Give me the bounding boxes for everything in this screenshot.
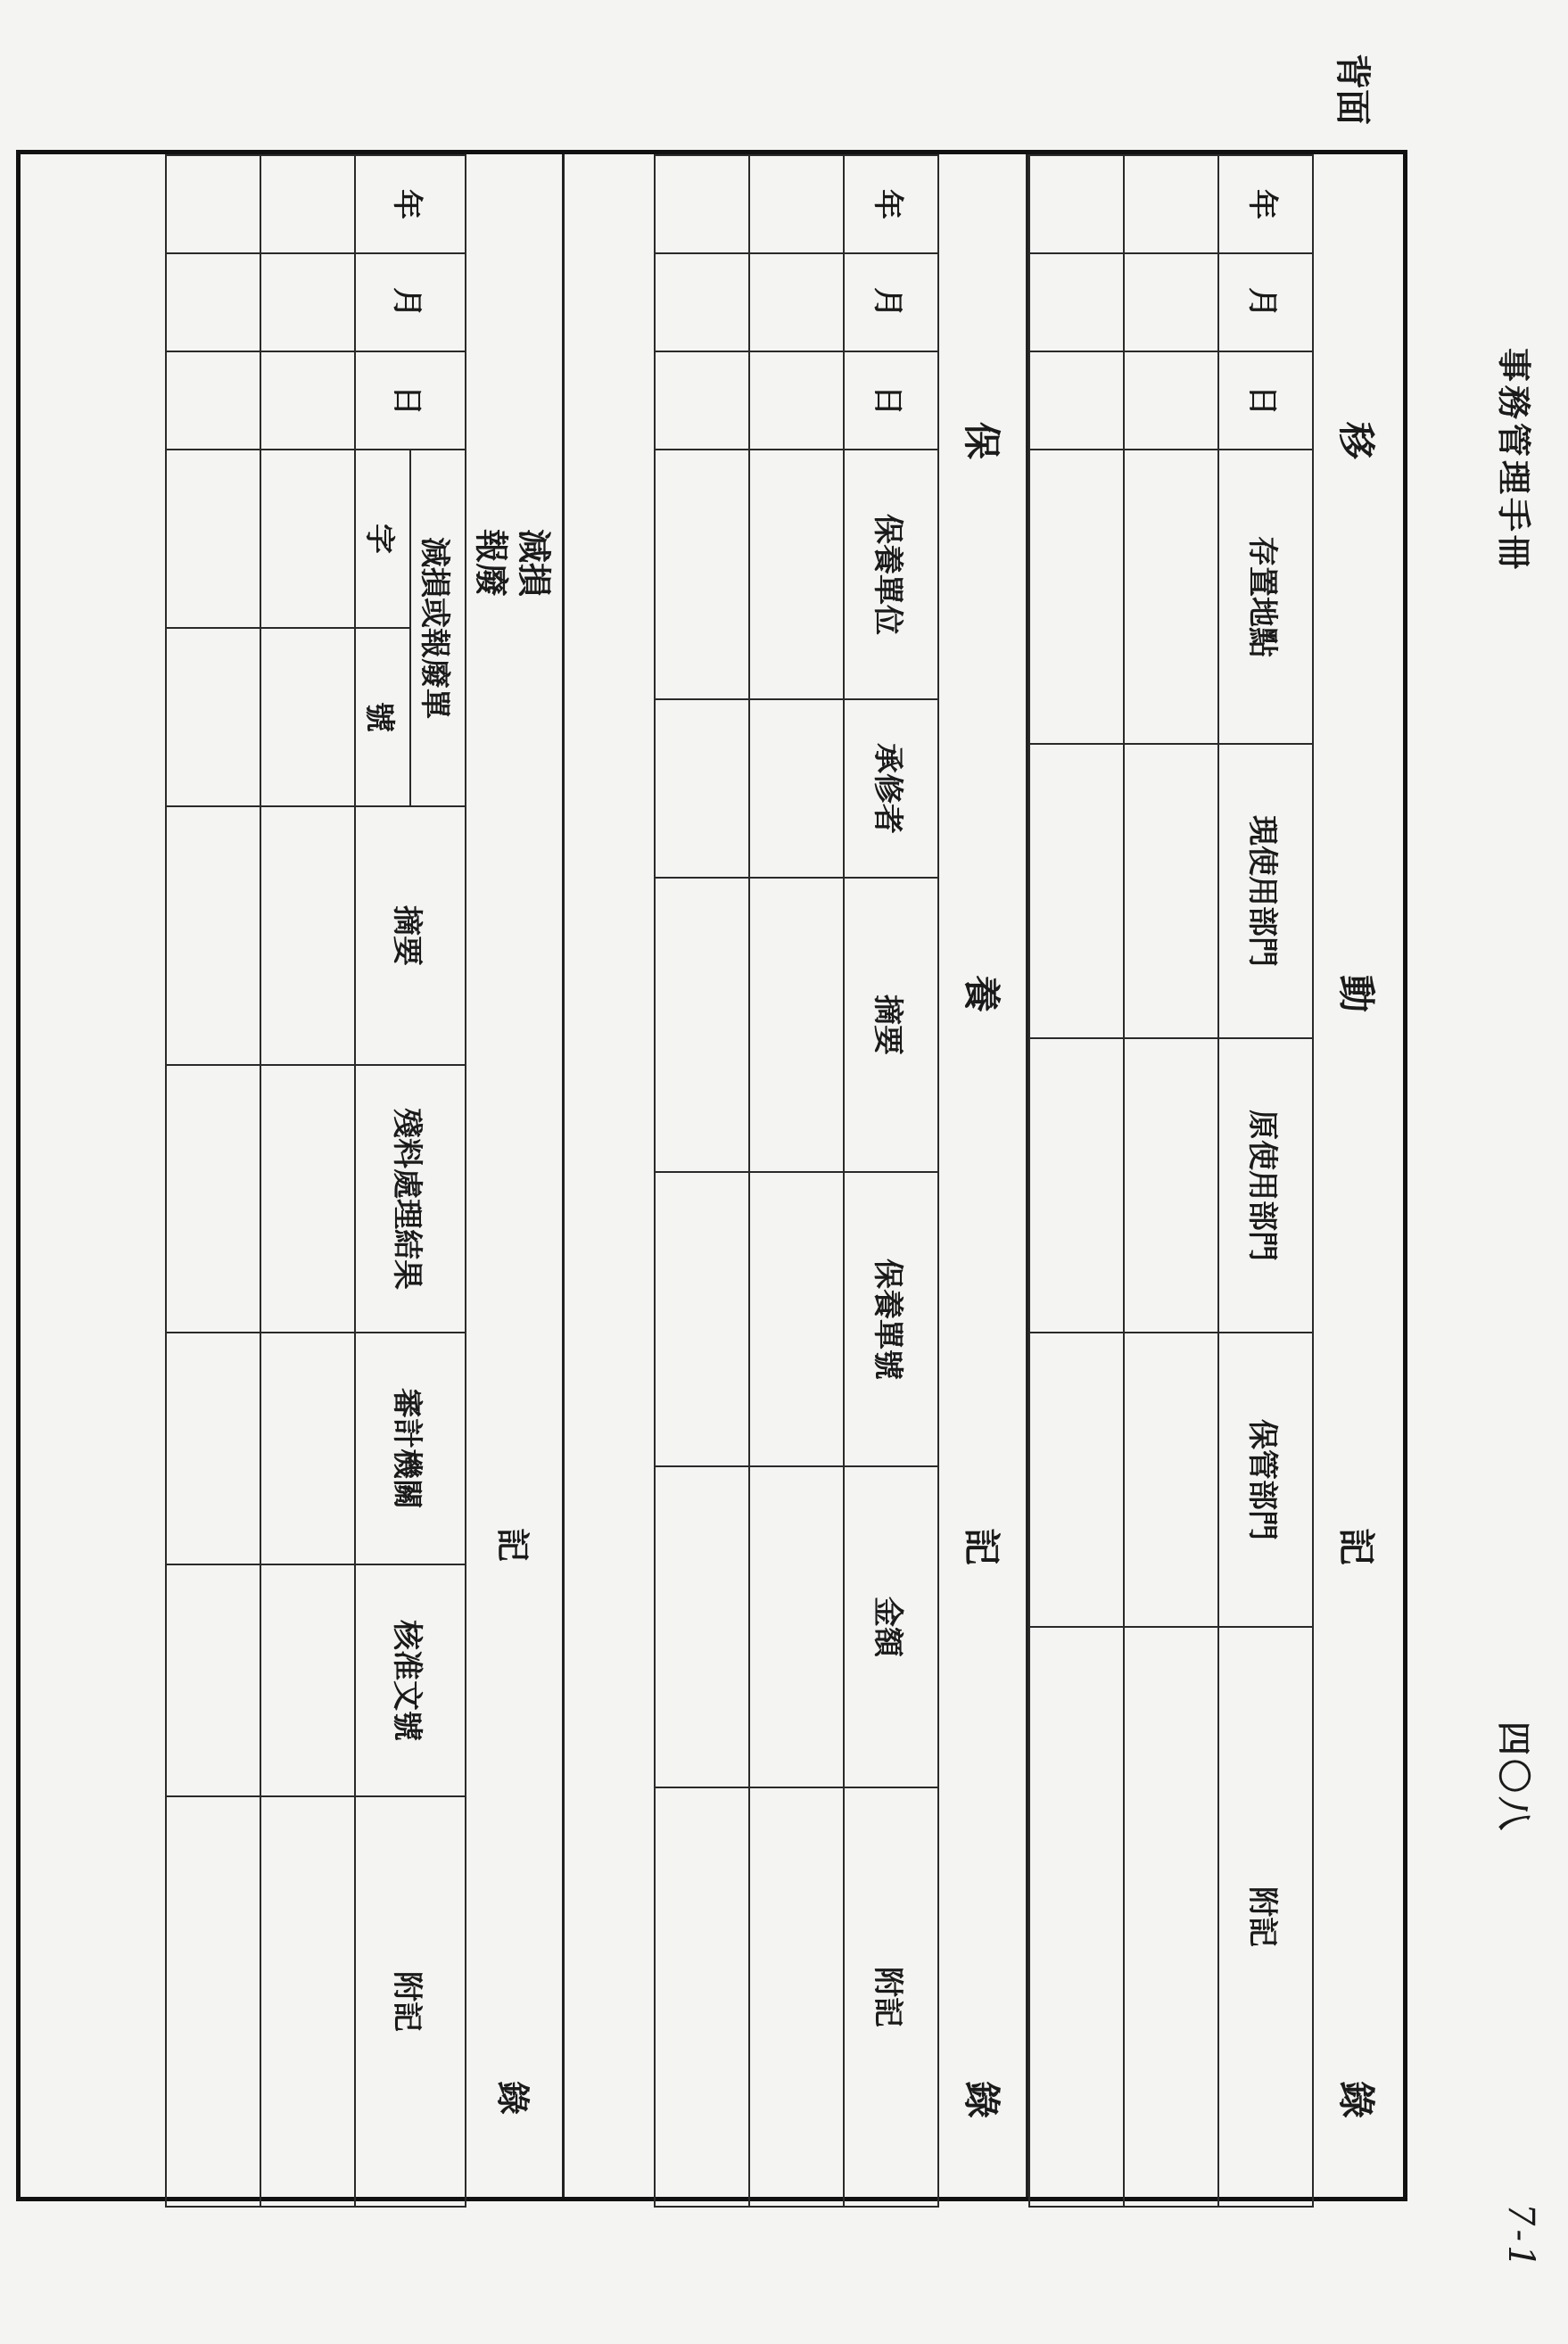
maintenance-section-title bbox=[939, 154, 1028, 2197]
transfer-title-char-2: 動 bbox=[1334, 975, 1378, 1013]
transfer-row bbox=[1029, 155, 1124, 2207]
page-number: 四〇八 bbox=[1494, 1721, 1534, 1835]
disposal-title-char-3: 錄 bbox=[492, 2081, 533, 2116]
disposal-col-approval-no: 核准文號 bbox=[355, 1564, 466, 1796]
transfer-title-char-3: 記 bbox=[1334, 1528, 1378, 1566]
transfer-title-char-1: 移 bbox=[1334, 422, 1378, 460]
running-header-title: 事務管理手冊 bbox=[1494, 348, 1534, 574]
disposal-title-bottom: 報廢 bbox=[471, 529, 512, 598]
maintenance-table bbox=[654, 154, 939, 2208]
maintenance-col-unit: 保養單位 bbox=[844, 450, 938, 699]
maintenance-col-month: 月 bbox=[844, 253, 938, 351]
transfer-col-month: 月 bbox=[1218, 253, 1313, 351]
maintenance-col-order-no: 保養單號 bbox=[844, 1172, 938, 1466]
disposal-col-month: 月 bbox=[355, 253, 466, 351]
disposal-section-title bbox=[466, 154, 565, 2197]
maintenance-col-remarks: 附記 bbox=[844, 1787, 938, 2207]
transfer-col-location: 存置地點 bbox=[1218, 450, 1313, 744]
transfer-table bbox=[1028, 154, 1314, 2208]
disposal-header-row bbox=[410, 155, 466, 2207]
transfer-title-char-4: 錄 bbox=[1334, 2081, 1378, 2119]
disposal-col-remarks: 附記 bbox=[355, 1796, 466, 2207]
disposal-row bbox=[166, 155, 260, 2207]
transfer-col-remarks: 附記 bbox=[1218, 1627, 1313, 2207]
disposal-row bbox=[260, 155, 355, 2207]
maintenance-col-day: 日 bbox=[844, 351, 938, 450]
transfer-col-original-dept: 原使用部門 bbox=[1218, 1038, 1313, 1333]
maintenance-title-char-1: 保 bbox=[960, 422, 1003, 460]
transfer-header-row bbox=[1218, 155, 1313, 2207]
maintenance-row bbox=[655, 155, 749, 2207]
maintenance-title-char-3: 記 bbox=[960, 1528, 1003, 1566]
maintenance-row bbox=[749, 155, 844, 2207]
transfer-col-current-dept: 現使用部門 bbox=[1218, 744, 1313, 1038]
disposal-subcol-number: 號 bbox=[355, 628, 410, 806]
disposal-col-summary: 摘要 bbox=[355, 806, 466, 1065]
maintenance-title-char-4: 錄 bbox=[960, 2081, 1003, 2119]
maintenance-header-row bbox=[844, 155, 938, 2207]
maintenance-col-amount: 金額 bbox=[844, 1466, 938, 1787]
transfer-col-custody-dept: 保管部門 bbox=[1218, 1333, 1313, 1627]
record-form bbox=[16, 150, 1407, 2201]
transfer-col-year: 年 bbox=[1218, 155, 1313, 253]
transfer-section-title bbox=[1314, 154, 1403, 2197]
disposal-col-form: 減損或報廢單 bbox=[410, 450, 466, 806]
disposal-col-scrap-result: 殘料處理結果 bbox=[355, 1065, 466, 1333]
disposal-subcol-prefix: 字 bbox=[355, 450, 410, 628]
disposal-col-year: 年 bbox=[355, 155, 466, 253]
disposal-title-char-2: 記 bbox=[492, 1528, 533, 1563]
maintenance-col-summary: 摘要 bbox=[844, 878, 938, 1172]
maintenance-col-year: 年 bbox=[844, 155, 938, 253]
form-code: 7-1 bbox=[1500, 2203, 1541, 2272]
disposal-col-audit-agency: 審計機關 bbox=[355, 1333, 466, 1564]
maintenance-col-contractor: 承修者 bbox=[844, 699, 938, 878]
disposal-title-top: 減損 bbox=[514, 529, 555, 598]
disposal-col-day: 日 bbox=[355, 351, 466, 450]
transfer-row bbox=[1124, 155, 1218, 2207]
disposal-table bbox=[165, 154, 466, 2208]
maintenance-title-char-2: 養 bbox=[960, 975, 1003, 1013]
side-label-back: 背面 bbox=[1332, 54, 1374, 125]
transfer-col-day: 日 bbox=[1218, 351, 1313, 450]
